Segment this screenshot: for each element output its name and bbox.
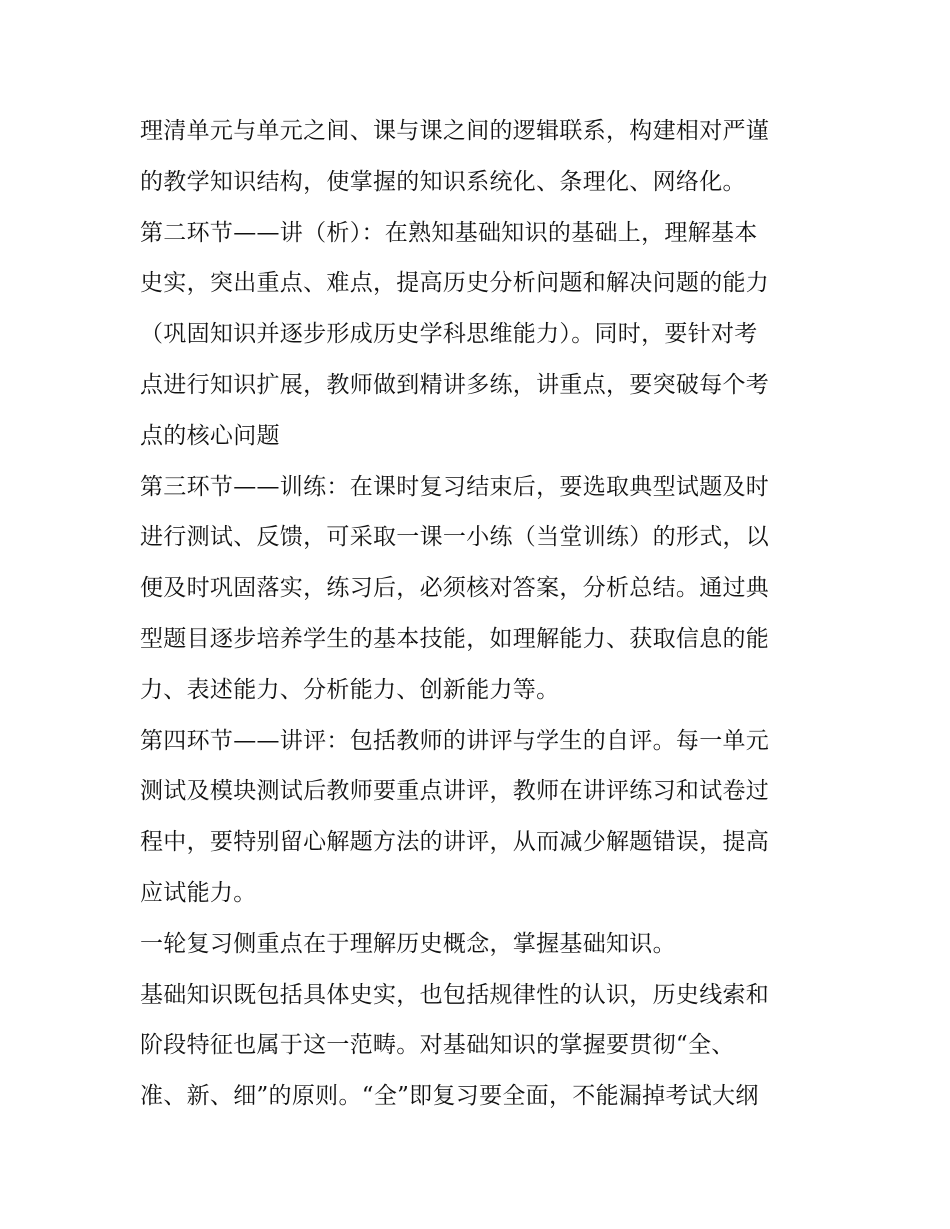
document-body: [140, 106, 830, 1122]
text-line: 测试及模块测试后教师要重点讲评，教师在讲评练习和试卷过: [140, 778, 770, 805]
text-line: 史实，突出重点、难点，提高历史分析问题和解决问题的能力: [140, 270, 770, 297]
text-line: （巩固知识并逐步形成历史学科思维能力）。同时，要针对考: [140, 321, 758, 348]
text-line: 一轮复习侧重点在于理解历史概念，掌握基础知识。: [140, 930, 676, 957]
text-line: 型题目逐步培养学生的基本技能，如理解能力、获取信息的能: [140, 625, 770, 652]
text-line: 第四环节——讲评：包括教师的讲评与学生的自评。每一单元: [140, 727, 770, 754]
text-line: 的教学知识结构，使掌握的知识系统化、条理化、网络化。: [140, 168, 746, 195]
text-line: 第二环节——讲（析）：在熟知基础知识的基础上，理解基本: [140, 219, 758, 246]
text-line: 进行测试、反馈，可采取一课一小练（当堂训练）的形式，以: [140, 524, 770, 551]
text-line: 便及时巩固落实，练习后，必须核对答案，分析总结。通过典: [140, 575, 770, 602]
text-line: 程中，要特别留心解题方法的讲评，从而减少解题错误，提高: [140, 829, 770, 856]
text-line: 准、新、细”的原则。“全”即复习要全面，不能漏掉考试大纲: [140, 1083, 759, 1110]
text-line: 第三环节——训练：在课时复习结束后，要选取典型试题及时: [140, 473, 770, 500]
text-line: 阶段特征也属于这一范畴。对基础知识的掌握要贯彻“全、: [140, 1032, 735, 1059]
text-line: 应试能力。: [140, 879, 257, 906]
text-line: 基础知识既包括具体史实，也包括规律性的认识，历史线索和: [140, 981, 770, 1008]
text-line: 理清单元与单元之间、课与课之间的逻辑联系，构建相对严谨: [140, 118, 770, 144]
text-line: 力、表述能力、分析能力、创新能力等。: [140, 676, 560, 703]
text-line: 点进行知识扩展，教师做到精讲多练，讲重点，要突破每个考: [140, 371, 770, 398]
text-line: 点的核心问题: [140, 422, 280, 449]
